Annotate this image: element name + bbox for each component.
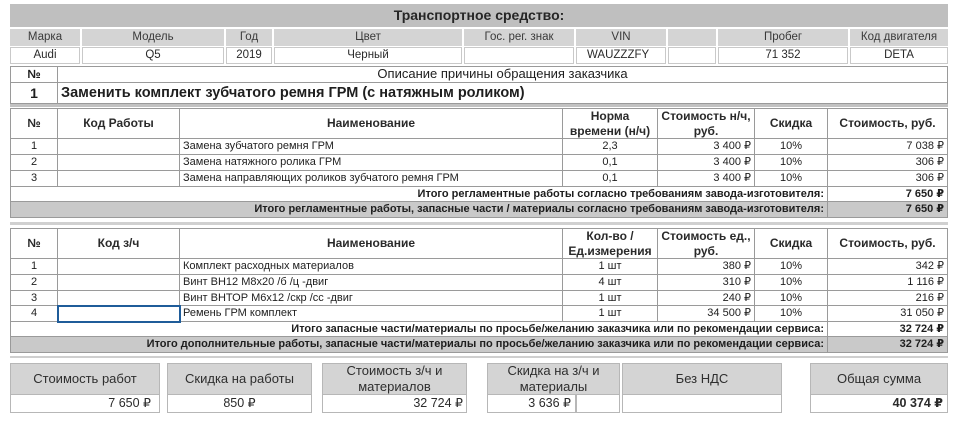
work-row-rate[interactable]: 3 400 ₽ [658, 171, 755, 187]
parts-row-num[interactable]: 1 [10, 259, 58, 275]
parts-row-cost[interactable]: 216 ₽ [828, 291, 948, 306]
parts-row-num[interactable]: 3 [10, 291, 58, 306]
parts-cost-label[interactable]: Стоимость з/ч и материалов [322, 363, 467, 395]
work-row-rate[interactable]: 3 400 ₽ [658, 139, 755, 155]
parts-row-num[interactable]: 2 [10, 275, 58, 291]
blank-summary-cell[interactable] [576, 395, 620, 413]
blank-value-cell[interactable] [668, 47, 716, 64]
section-divider [10, 104, 948, 107]
request-item-row [0, 83, 960, 104]
parts-row-price[interactable]: 240 ₽ [658, 291, 755, 306]
work-total-label[interactable]: Итого регламентные работы согласно требованиям завода-изготовителя: [10, 187, 828, 202]
work-row-code[interactable] [58, 155, 180, 171]
vin-label[interactable]: VIN [576, 29, 666, 46]
request-description-header[interactable]: Описание причины обращения заказчика [58, 66, 948, 83]
parts-header-name[interactable]: Наименование [180, 228, 563, 259]
parts-cost-value[interactable]: 32 724 ₽ [322, 395, 467, 413]
parts-row-price[interactable]: 380 ₽ [658, 259, 755, 275]
parts-header-cost[interactable]: Стоимость, руб. [828, 228, 948, 259]
work-header-discount[interactable]: Скидка [755, 108, 828, 139]
parts-row-qty[interactable]: 4 шт [563, 275, 658, 291]
labor-discount-label[interactable]: Скидка на работы [167, 363, 312, 395]
parts-row-discount[interactable]: 10% [755, 275, 828, 291]
work-row-norm[interactable]: 0,1 [563, 155, 658, 171]
work-header-rate[interactable]: Стоимость н/ч, руб. [658, 108, 755, 139]
section-divider [10, 356, 948, 358]
work-row-norm[interactable]: 0,1 [563, 171, 658, 187]
work-row-name[interactable]: Замена зубчатого ремня ГРМ [180, 139, 563, 155]
parts-row [0, 275, 960, 291]
plate-value[interactable] [464, 47, 574, 64]
parts-discount-label[interactable]: Скидка на з/ч и материалы [487, 363, 620, 395]
year-value[interactable]: 2019 [226, 47, 272, 64]
vat-label[interactable]: Без НДС [622, 363, 782, 395]
work-total-value[interactable]: 7 650 ₽ [828, 187, 948, 202]
parts-row [0, 306, 960, 322]
parts-header-code[interactable]: Код з/ч [58, 228, 180, 259]
request-item-text[interactable]: Заменить комплект зубчатого ремня ГРМ (с натяжным роликом) [58, 83, 948, 104]
work-row [0, 155, 960, 171]
parts-header-num[interactable]: № [10, 228, 58, 259]
work-grand-total-value[interactable]: 7 650 ₽ [828, 202, 948, 218]
parts-row-cost[interactable]: 1 116 ₽ [828, 275, 948, 291]
parts-row-code[interactable] [58, 259, 180, 275]
work-row-norm[interactable]: 2,3 [563, 139, 658, 155]
work-table-header [0, 108, 960, 139]
work-total-row [0, 187, 960, 202]
request-header-row [0, 66, 960, 83]
work-row [0, 139, 960, 155]
color-label[interactable]: Цвет [274, 29, 462, 46]
work-row-rate[interactable]: 3 400 ₽ [658, 155, 755, 171]
model-value[interactable]: Q5 [82, 47, 224, 64]
parts-row-code[interactable] [58, 291, 180, 306]
engine-code-value[interactable]: DETA [850, 47, 948, 64]
parts-row-code-selected[interactable] [58, 306, 180, 322]
work-grand-total-label[interactable]: Итого регламентные работы, запасные части / материалы согласно требованиям завода-изготовителя: [10, 202, 828, 218]
work-row-discount[interactable]: 10% [755, 171, 828, 187]
parts-row-qty[interactable]: 1 шт [563, 259, 658, 275]
mileage-value[interactable]: 71 352 [718, 47, 848, 64]
grand-total-value[interactable]: 40 374 ₽ [810, 395, 948, 413]
parts-grand-total-value[interactable]: 32 724 ₽ [828, 337, 948, 353]
parts-grand-total-row [0, 337, 960, 353]
work-row-cost[interactable]: 7 038 ₽ [828, 139, 948, 155]
mileage-label[interactable]: Пробег [718, 29, 848, 46]
parts-header-discount[interactable]: Скидка [755, 228, 828, 259]
vin-value[interactable]: WAUZZZFY [576, 47, 666, 64]
work-row-num[interactable]: 1 [10, 139, 58, 155]
labor-cost-value[interactable]: 7 650 ₽ [10, 395, 160, 413]
work-row-discount[interactable]: 10% [755, 155, 828, 171]
parts-row [0, 291, 960, 306]
grand-total-label[interactable]: Общая сумма [810, 363, 948, 395]
work-row-code[interactable] [58, 139, 180, 155]
parts-row-discount[interactable]: 10% [755, 306, 828, 322]
parts-row-price[interactable]: 34 500 ₽ [658, 306, 755, 322]
work-header-cost[interactable]: Стоимость, руб. [828, 108, 948, 139]
request-num-header[interactable]: № [10, 66, 58, 83]
labor-discount-value[interactable]: 850 ₽ [167, 395, 312, 413]
color-value[interactable]: Черный [274, 47, 462, 64]
labor-cost-label[interactable]: Стоимость работ [10, 363, 160, 395]
model-label[interactable]: Модель [82, 29, 224, 46]
parts-total-value[interactable]: 32 724 ₽ [828, 322, 948, 337]
parts-row-name[interactable]: Винт ВНТОР М6х12 /скр /сс -двиг [180, 291, 563, 306]
parts-row-qty[interactable]: 1 шт [563, 306, 658, 322]
blank-label-cell[interactable] [668, 29, 716, 46]
work-row [0, 171, 960, 187]
parts-row-discount[interactable]: 10% [755, 259, 828, 275]
work-row-discount[interactable]: 10% [755, 139, 828, 155]
vehicle-title[interactable]: Транспортное средство: [10, 4, 948, 27]
parts-row-cost[interactable]: 342 ₽ [828, 259, 948, 275]
parts-row-code[interactable] [58, 275, 180, 291]
parts-row-cost[interactable]: 31 050 ₽ [828, 306, 948, 322]
work-row-name[interactable]: Замена натяжного ролика ГРМ [180, 155, 563, 171]
parts-row-name[interactable]: Комплект расходных материалов [180, 259, 563, 275]
parts-row [0, 259, 960, 275]
make-value[interactable]: Audi [10, 47, 80, 64]
make-label[interactable]: Марка [10, 29, 80, 46]
section-divider [10, 222, 948, 225]
parts-row-price[interactable]: 310 ₽ [658, 275, 755, 291]
parts-row-name[interactable]: Винт ВН12 М8х20 /б /ц -двиг [180, 275, 563, 291]
parts-header-price[interactable]: Стоимость ед., руб. [658, 228, 755, 259]
parts-header-qty[interactable]: Кол-во / Ед.измерения [563, 228, 658, 259]
parts-row-num[interactable]: 4 [10, 306, 58, 322]
parts-row-discount[interactable]: 10% [755, 291, 828, 306]
work-row-code[interactable] [58, 171, 180, 187]
work-row-num[interactable]: 2 [10, 155, 58, 171]
work-header-code[interactable]: Код Работы [58, 108, 180, 139]
plate-label[interactable]: Гос. рег. знак [464, 29, 574, 46]
work-row-cost[interactable]: 306 ₽ [828, 155, 948, 171]
parts-total-label[interactable]: Итого запасные части/материалы по просьбе/желанию заказчика или по рекомендации сервиса: [10, 322, 828, 337]
work-row-name[interactable]: Замена направляющих роликов зубчатого ремня ГРМ [180, 171, 563, 187]
work-header-name[interactable]: Наименование [180, 108, 563, 139]
work-grand-total-row [0, 202, 960, 218]
work-row-cost[interactable]: 306 ₽ [828, 171, 948, 187]
work-header-num[interactable]: № [10, 108, 58, 139]
parts-table-header [0, 228, 960, 259]
vat-value[interactable] [622, 395, 782, 413]
parts-row-name[interactable]: Ремень ГРМ комплект [180, 306, 563, 322]
work-header-norm[interactable]: Норма времени (н/ч) [563, 108, 658, 139]
request-item-num[interactable]: 1 [10, 83, 58, 104]
parts-grand-total-label[interactable]: Итого дополнительные работы, запасные части/материалы по просьбе/желанию заказчика или по рекомендации сервиса: [10, 337, 828, 353]
parts-discount-value[interactable]: 3 636 ₽ [487, 395, 576, 413]
parts-total-row [0, 322, 960, 337]
parts-row-qty[interactable]: 1 шт [563, 291, 658, 306]
work-row-num[interactable]: 3 [10, 171, 58, 187]
engine-code-label[interactable]: Код двигателя [850, 29, 948, 46]
year-label[interactable]: Год [226, 29, 272, 46]
